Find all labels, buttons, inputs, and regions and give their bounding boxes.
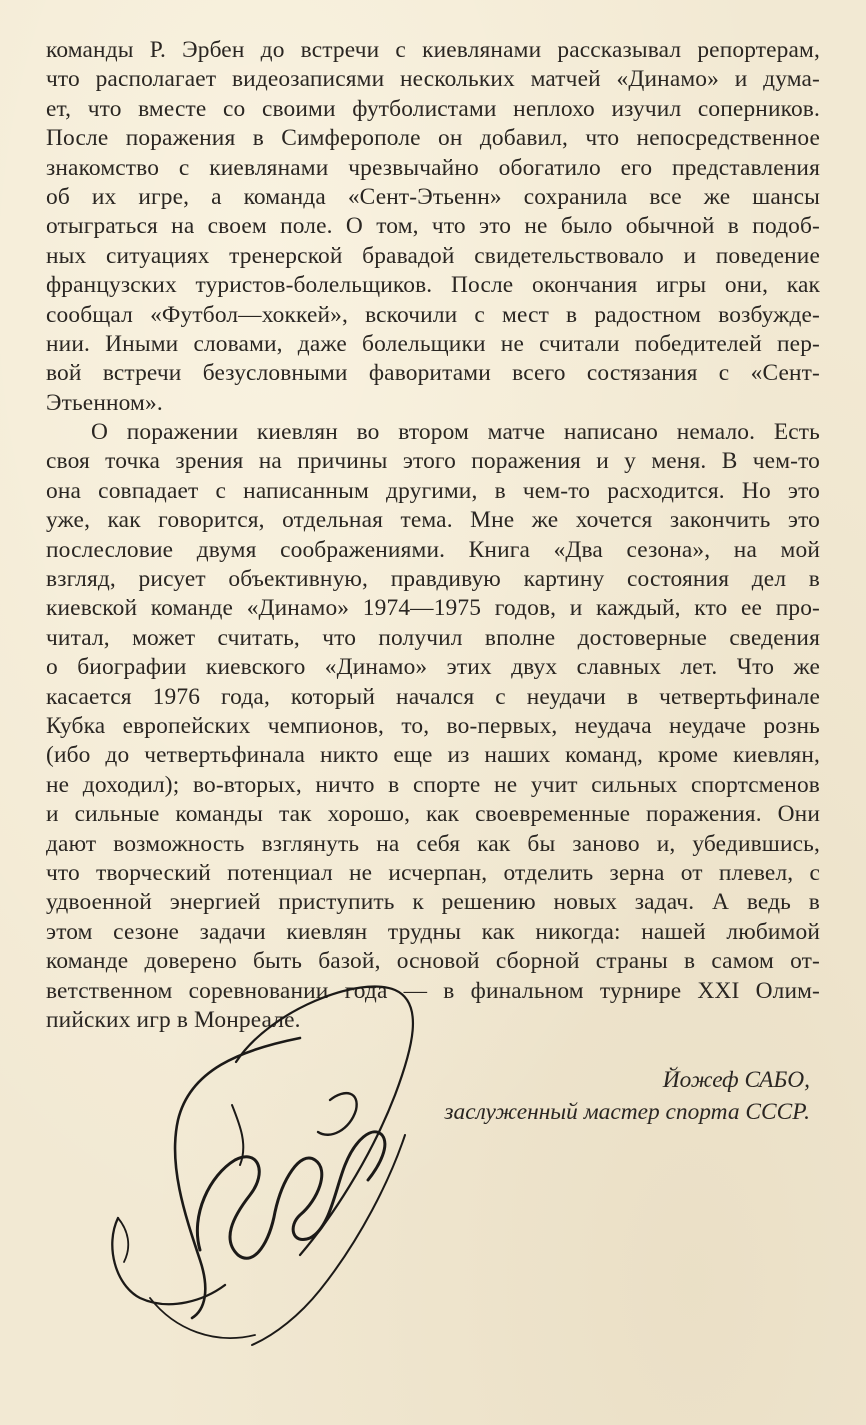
author-name: Йожеф САБО, [662, 1067, 810, 1093]
text-line: ных ситуациях тренерской бравадой свидетельствовало и поведение [46, 242, 820, 269]
text-line: сообщал «Футбол—хоккей», вскочили с мест в радостном возбужде- [46, 301, 820, 328]
text-line: дают возможность взглянуть на себя как бы заново и, убедившись, [46, 830, 820, 857]
text-line: что творческий потенциал не исчерпан, отделить зерна от плевел, с [46, 859, 820, 886]
text-line: вой встречи безусловными фаворитами всего состязания с «Сент- [46, 360, 820, 387]
text-line: послесловие двумя соображениями. Книга «Два сезона», на мой [46, 536, 820, 563]
text-line: ет, что вместе со своими футболистами неплохо изучил соперников. [46, 95, 820, 122]
text-line: она совпадает с написанным другими, в чем-то расходится. Но это [46, 477, 820, 504]
text-line: знакомство с киевлянами чрезвычайно обогатило его представления [46, 154, 820, 181]
text-line: этом сезоне задачи киевлян трудны как никогда: нашей любимой [46, 918, 820, 945]
text-line: читал, может считать, что получил вполне достоверные сведения [46, 624, 820, 651]
text-line: взгляд, рисует объективную, правдивую картину состояния дел в [46, 566, 820, 593]
text-line: пийских игр в Монреале. [46, 1006, 301, 1033]
author-title: заслуженный мастер спорта СССР. [444, 1099, 810, 1125]
text-line: команде доверено быть базой, основой сборной страны в самом от- [46, 948, 820, 975]
text-line: нии. Иными словами, даже болельщики не считали победителей пер- [46, 330, 820, 357]
text-line: о биографии киевского «Динамо» этих двух славных лет. Что же [46, 654, 820, 681]
text-line: (ибо до четвертьфинала никто еще из наших команд, кроме киевлян, [46, 742, 820, 769]
text-line: удвоенной энергией приступить к решению новых задач. А ведь в [46, 889, 820, 916]
text-line: команды Р. Эрбен до встречи с киевлянами рассказывал репортерам, [46, 37, 820, 63]
text-line: отыграться на своем поле. О том, что это не было обычной в подоб- [46, 213, 820, 240]
text-line: киевской команде «Динамо» 1974—1975 годов, и каждый, кто ее про- [46, 595, 820, 622]
text-line: не доходил); во-вторых, ничто в спорте не учит сильных спортсменов [46, 771, 820, 798]
text-line: Кубка европейских чемпионов, то, во-первых, неудача неудаче рознь [46, 712, 820, 739]
text-line: Этьенном». [46, 389, 163, 416]
text-line: что располагает видеозаписями нескольких матчей «Динамо» и дума- [46, 66, 820, 93]
author-credit [444, 1064, 810, 1128]
text-line: ветственном соревновании года — в финальном турнире XXI Олим- [46, 977, 820, 1004]
text-line: и сильные команды так хорошо, как своевременные поражения. Они [46, 801, 820, 828]
paragraph-1 [46, 36, 820, 418]
text-line: французских туристов-болельщиков. После окончания игры они, как [46, 272, 820, 299]
text-line: О поражении киевлян во втором матче написано немало. Есть [91, 419, 820, 446]
text-line: касается 1976 года, который начался с неудачи в четвертьфинале [46, 683, 820, 710]
body-text [46, 36, 820, 1035]
text-line: уже, как говорится, отдельная тема. Мне же хочется закончить это [46, 507, 820, 534]
text-line: своя точка зрения на причины этого поражения и у меня. В чем-то [46, 448, 820, 475]
paragraph-2 [46, 418, 820, 1035]
text-line: После поражения в Симферополе он добавил, что непосредственное [46, 125, 820, 152]
text-line: об их игре, а команда «Сент-Этьенн» сохранила все же шансы [46, 183, 820, 210]
